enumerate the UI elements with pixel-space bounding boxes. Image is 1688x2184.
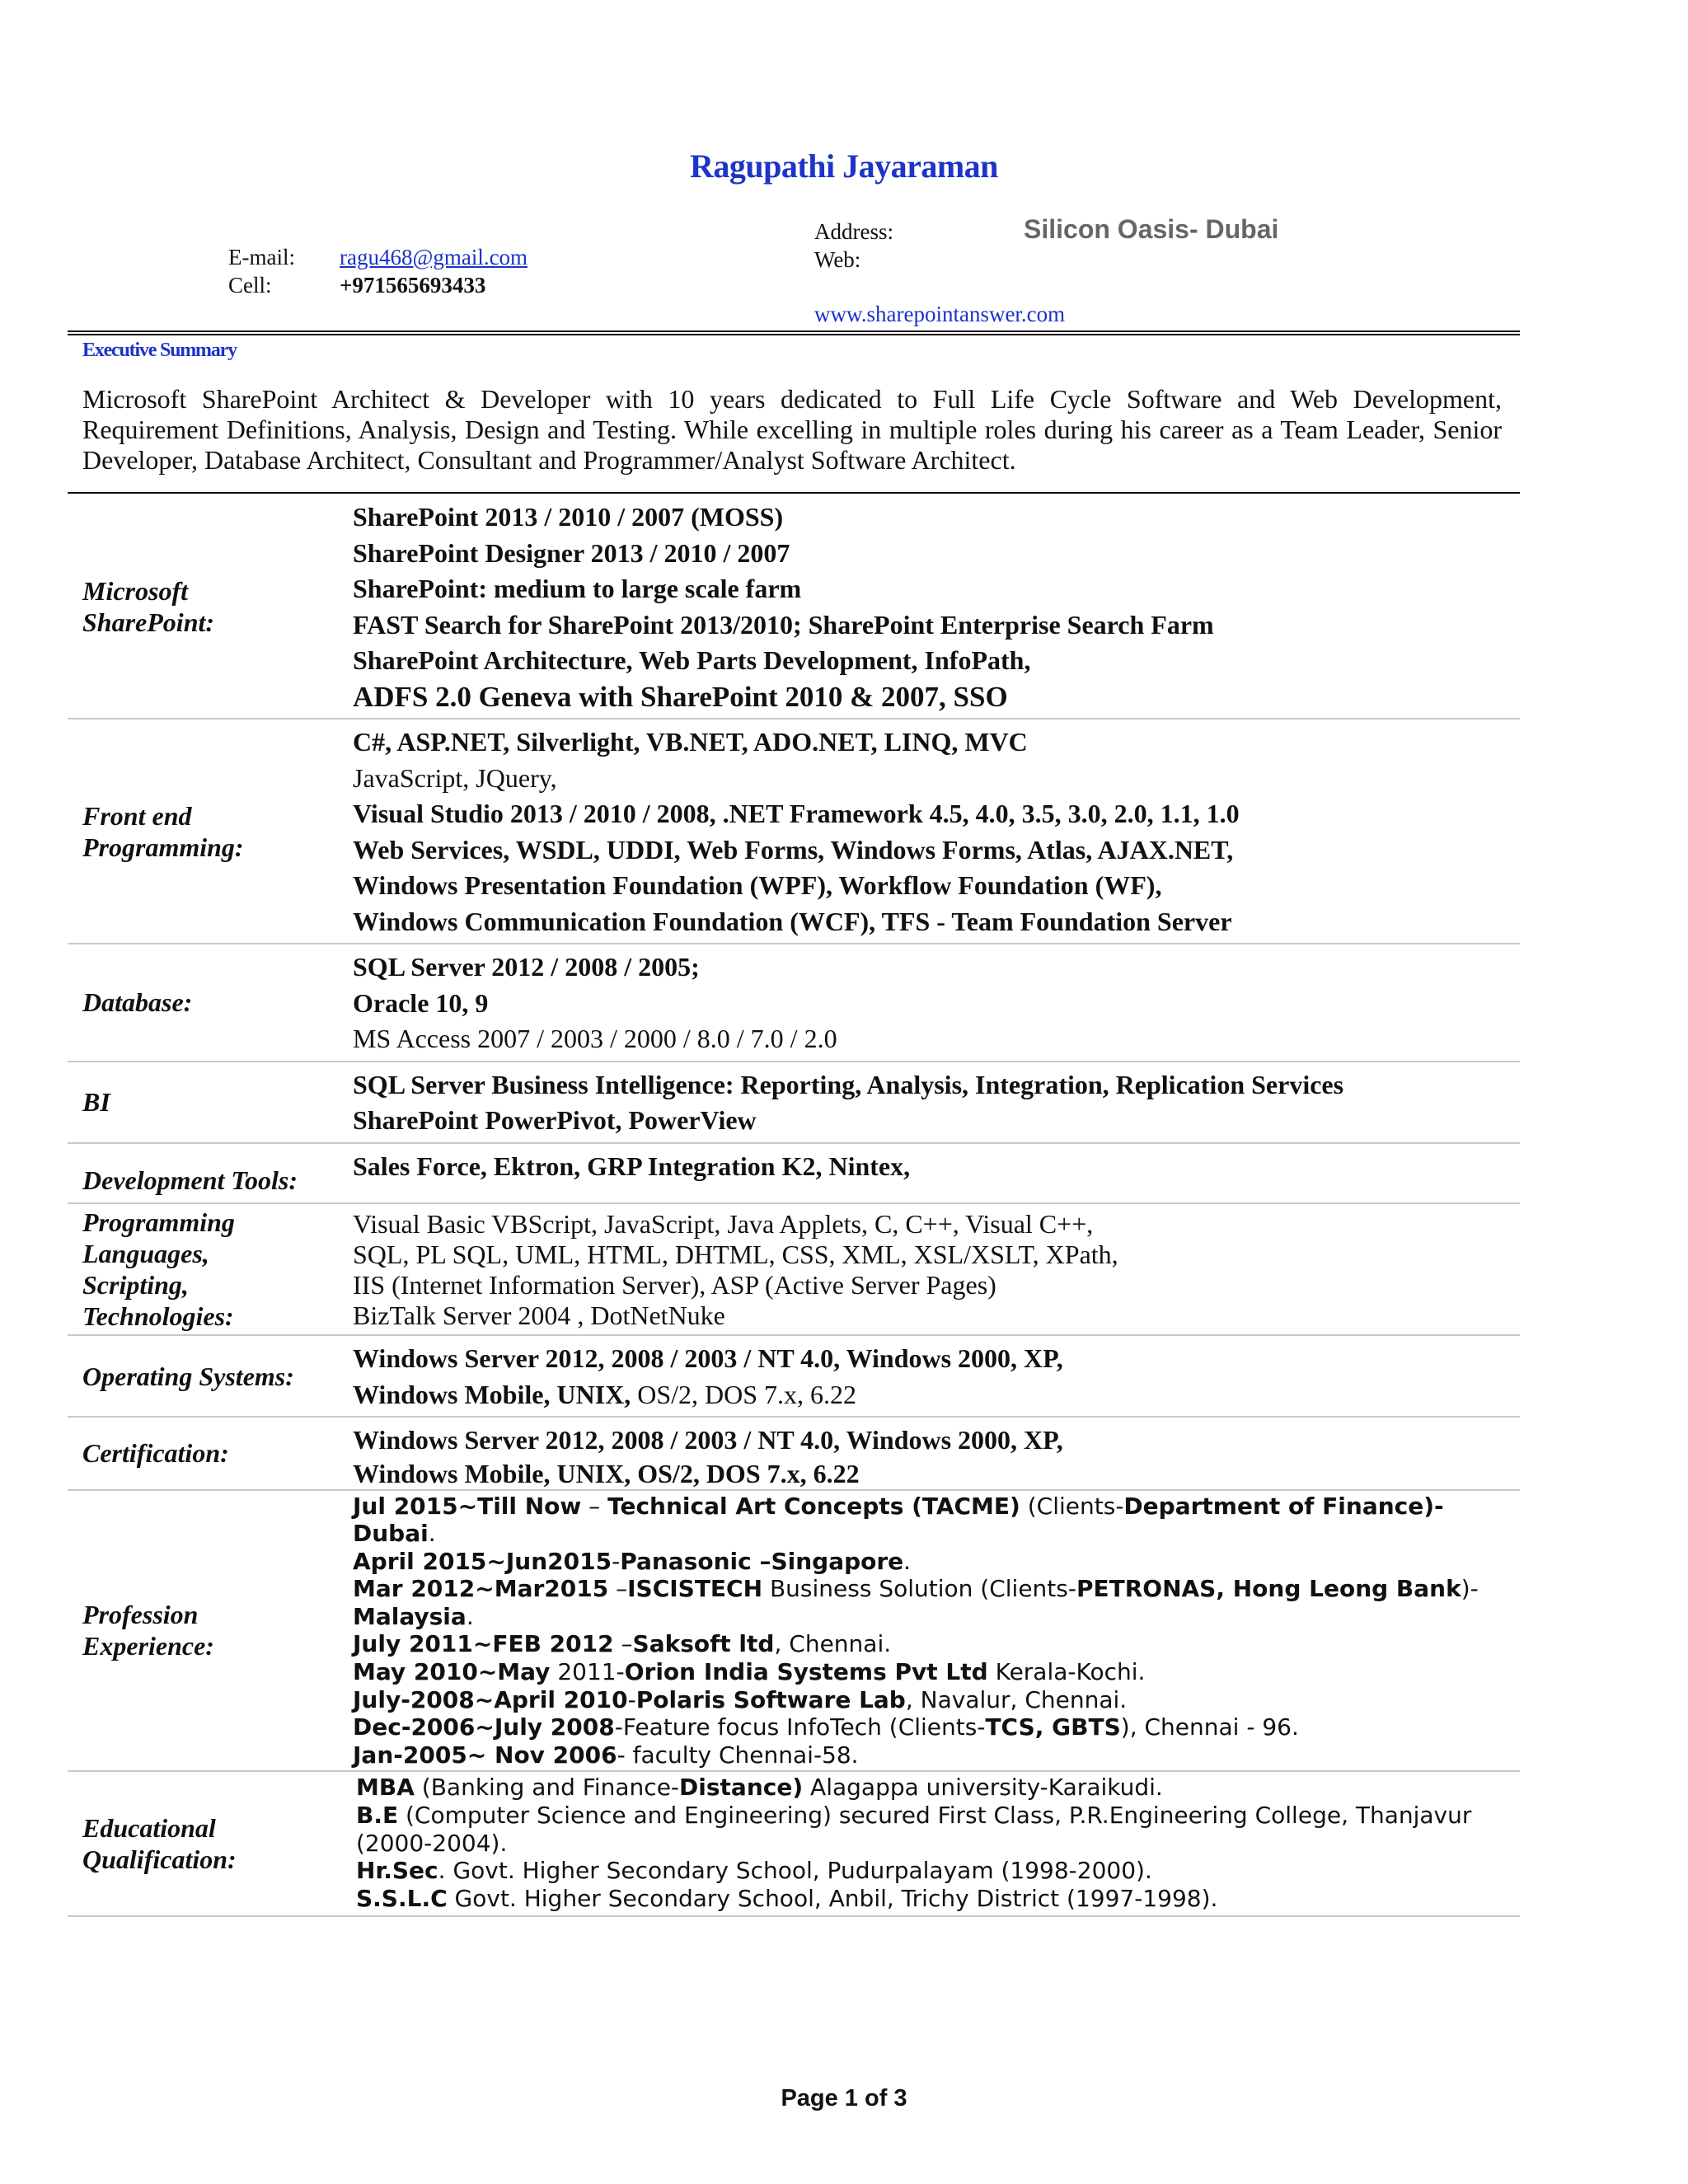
executive-summary-text: Microsoft SharePoint Architect & Developer with 10 years dedicated to Full Life Cycle Software and Web Development, Requirement Definitions, Analysis, Design and Testing. While excelling in multiple roles during his career as a Team Leader, Senior Developer, Database Architect, Consultant and Programmer/Analyst Software Architect. — [82, 384, 1502, 475]
address-label: Address: — [814, 219, 893, 244]
header-divider — [68, 330, 1520, 335]
skill-line: BizTalk Server 2004 , DotNetNuke — [353, 1301, 725, 1330]
skill-line: Sales Force, Ektron, GRP Integration K2, Nintex, — [353, 1151, 911, 1181]
skill-line: Visual Studio 2013 / 2010 / 2008, .NET Framework 4.5, 4.0, 3.5, 3.0, 2.0, 1.1, 1.0 — [353, 799, 1240, 828]
skill-line: SQL Server Business Intelligence: Reporting, Analysis, Integration, Replication Services — [353, 1069, 1344, 1099]
experience-item: Jan-2005~ Nov 2006- faculty Chennai-58. — [353, 1741, 859, 1769]
skill-line: SQL Server 2012 / 2008 / 2005; — [353, 952, 700, 982]
skills-table — [68, 494, 1520, 1917]
experience-item: Mar 2012~Mar2015 –ISCISTECH Business Solution (Clients-PETRONAS, Hong Leong Bank)-Malaysia. — [353, 1575, 1479, 1630]
skill-line: Windows Presentation Foundation (WPF), Workflow Foundation (WF), — [353, 870, 1162, 900]
education-label: Educational Qualification: — [82, 1813, 237, 1875]
experience-item: Jul 2015~Till Now – Technical Art Concepts (TACME) (Clients-Department of Finance)- Dubai. — [353, 1492, 1444, 1548]
skill-row-frontend — [68, 719, 1520, 944]
skill-line: Windows Mobile, UNIX, OS/2, DOS 7.x, 6.22 — [353, 1379, 857, 1409]
skill-line: FAST Search for SharePoint 2013/2010; SharePoint Enterprise Search Farm — [353, 609, 1214, 640]
skill-label: Front end Programming: — [82, 800, 244, 862]
skill-label: Certification: — [82, 1438, 229, 1469]
experience-item: May 2010~May 2011-Orion India Systems Pvt Ltd Kerala-Kochi. — [353, 1658, 1146, 1686]
skill-line: SharePoint Designer 2013 / 2010 / 2007 — [353, 537, 790, 568]
skill-label: Programming Languages, Scripting, Technologies: — [82, 1207, 235, 1331]
skill-line: C#, ASP.NET, Silverlight, VB.NET, ADO.NET, LINQ, MVC — [353, 727, 1028, 757]
skill-line: SQL, PL SQL, UML, HTML, DHTML, CSS, XML, XSL/XSLT, XPath, — [353, 1240, 1118, 1269]
skill-line: SharePoint 2013 / 2010 / 2007 (MOSS) — [353, 502, 784, 532]
skill-label: Microsoft SharePoint: — [82, 575, 215, 637]
skill-label: Development Tools: — [82, 1165, 298, 1195]
email-label: E-mail: — [228, 245, 295, 269]
skill-line: Web Services, WSDL, UDDI, Web Forms, Windows Forms, Atlas, AJAX.NET, — [353, 834, 1234, 865]
skill-line: IIS (Internet Information Server), ASP (Active Server Pages) — [353, 1270, 996, 1300]
education-item: Hr.Sec. Govt. Higher Secondary School, Pudurpalayam (1998-2000). — [356, 1857, 1152, 1885]
skill-row-database — [68, 944, 1520, 1062]
skill-line: MS Access 2007 / 2003 / 2000 / 8.0 / 7.0 / 2.0 — [353, 1024, 837, 1053]
experience-item: Dec-2006~July 2008-Feature focus InfoTech (Clients-TCS, GBTS), Chennai - 96. — [353, 1713, 1299, 1741]
skill-line: JavaScript, JQuery, — [353, 762, 557, 793]
experience-row — [68, 1491, 1520, 1773]
skill-line: Visual Basic VBScript, JavaScript, Java Applets, C, C++, Visual C++, — [353, 1209, 1094, 1239]
skill-label: BI — [82, 1087, 110, 1117]
email-link[interactable]: ragu468@gmail.com — [340, 245, 528, 269]
education-item: S.S.L.C Govt. Higher Secondary School, Anbil, Trichy District (1997-1998). — [356, 1884, 1218, 1912]
skill-line: ADFS 2.0 Geneva with SharePoint 2010 & 2007, SSO — [353, 680, 1008, 713]
skill-line: Windows Server 2012, 2008 / 2003 / NT 4.0, Windows 2000, XP, — [353, 1425, 1063, 1455]
candidate-name: Ragupathi Jayaraman — [690, 148, 998, 185]
summary-divider — [68, 492, 1520, 494]
executive-summary-title: Executive Summary — [82, 340, 237, 361]
skill-row-sharepoint — [68, 494, 1520, 719]
skill-row-certification — [68, 1418, 1520, 1491]
skill-row-devtools — [68, 1144, 1520, 1205]
skill-line: SharePoint PowerPivot, PowerView — [353, 1105, 757, 1135]
skill-row-os — [68, 1336, 1520, 1418]
page-number: Page 1 of 3 — [781, 2085, 907, 2111]
web-link[interactable]: www.sharepointanswer.com — [814, 302, 1066, 326]
skill-label: Database: — [82, 987, 193, 1018]
cell-number: +971565693433 — [340, 273, 486, 298]
skill-line: Windows Mobile, UNIX, OS/2, DOS 7.x, 6.22 — [353, 1458, 860, 1488]
education-item: B.E (Computer Science and Engineering) secured First Class, P.R.Engineering College, Thanjavur (2000-2004). — [356, 1802, 1472, 1857]
cell-label: Cell: — [228, 273, 272, 298]
experience-item: April 2015~Jun2015-Panasonic –Singapore. — [353, 1547, 912, 1575]
education-row — [68, 1772, 1520, 1917]
skill-row-languages — [68, 1204, 1520, 1336]
experience-item: July 2011~FEB 2012 –Saksoft ltd, Chennai. — [353, 1630, 892, 1658]
education-item: MBA (Banking and Finance-Distance) Alagappa university-Karaikudi. — [356, 1774, 1163, 1802]
experience-item: July-2008~April 2010-Polaris Software Lab, Navalur, Chennai. — [353, 1685, 1128, 1713]
skill-row-bi — [68, 1062, 1520, 1144]
skill-line: SharePoint: medium to large scale farm — [353, 574, 802, 603]
skill-label: Operating Systems: — [82, 1361, 294, 1391]
skill-line: Windows Server 2012, 2008 / 2003 / NT 4.0, Windows 2000, XP, — [353, 1343, 1063, 1373]
skill-line: Oracle 10, 9 — [353, 987, 489, 1018]
web-label: Web: — [814, 247, 861, 272]
address-value: Silicon Oasis- Dubai — [1024, 214, 1279, 244]
skill-line: Windows Communication Foundation (WCF), TFS - Team Foundation Server — [353, 906, 1232, 936]
experience-label: Profession Experience: — [82, 1600, 214, 1661]
skill-line: SharePoint Architecture, Web Parts Development, InfoPath, — [353, 645, 1031, 675]
